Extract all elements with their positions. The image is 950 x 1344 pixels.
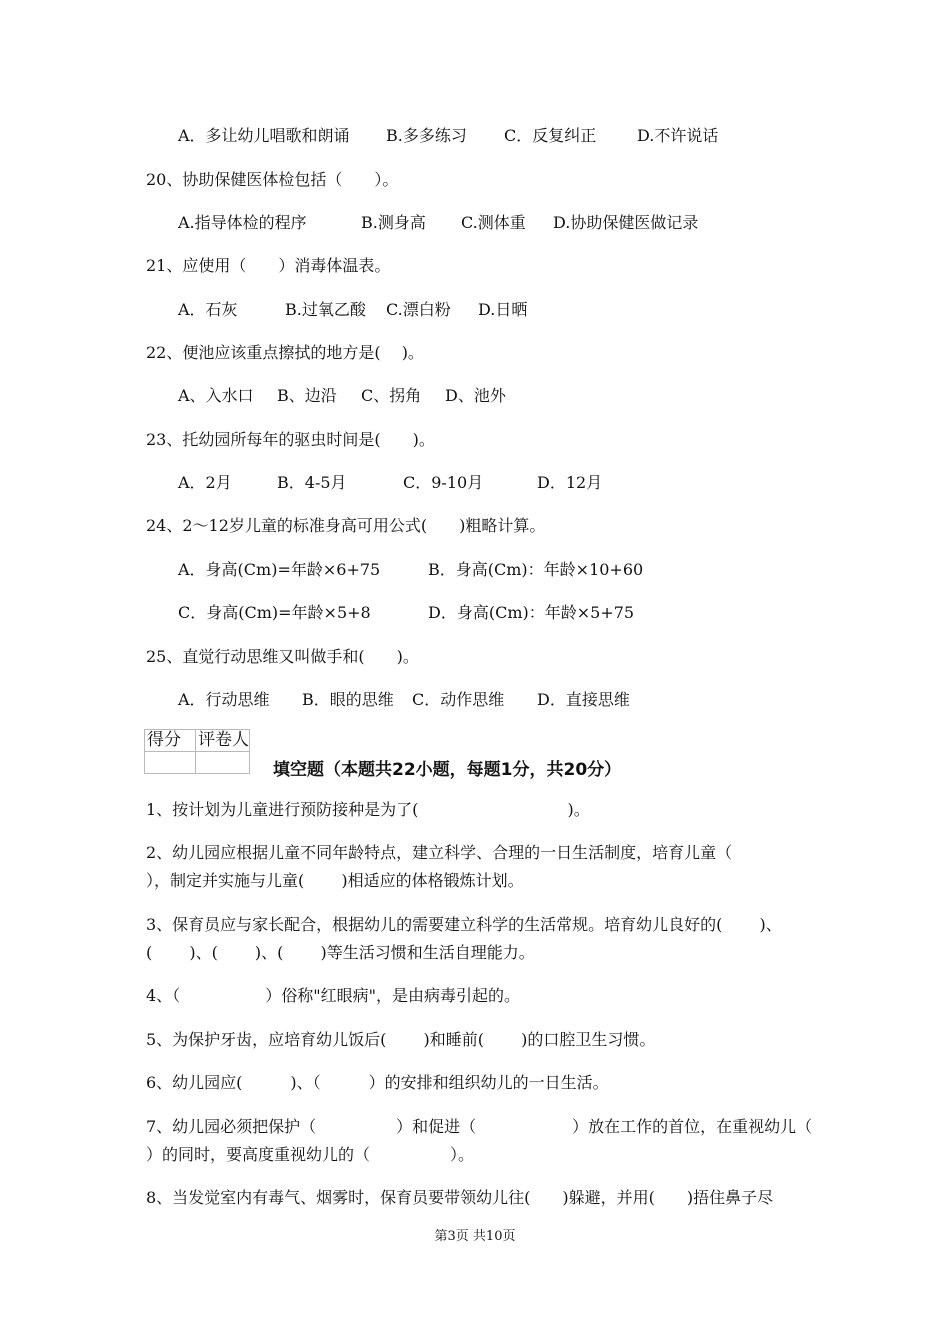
q23-option-d: D．12月 bbox=[537, 473, 603, 492]
fill-q2-line2: ），制定并实施与儿童( )相适应的体格锻炼计划。 bbox=[146, 871, 524, 890]
q25-option-a: A．行动思维 bbox=[178, 690, 270, 709]
reviewer-cell[interactable] bbox=[196, 752, 250, 774]
q25-option-b: B．眼的思维 bbox=[302, 690, 394, 709]
fill-q7-line1: 7、幼儿园必须把保护（ ）和促进（ ）放在工作的首位，在重视幼儿（ bbox=[146, 1117, 813, 1136]
fill-q5: 5、为保护牙齿，应培育幼儿饭后( )和睡前( )的口腔卫生习惯。 bbox=[146, 1030, 656, 1049]
fill-q6: 6、幼儿园应( )、（ ）的安排和组织幼儿的一日生活。 bbox=[146, 1073, 609, 1092]
q24-option-c: C．身高(Cm)=年龄×5+8 bbox=[178, 603, 371, 622]
q21-option-c: C.漂白粉 bbox=[386, 300, 451, 319]
q25-option-c: C．动作思维 bbox=[412, 690, 505, 709]
q25-option-d: D．直接思维 bbox=[537, 690, 630, 709]
fill-q1: 1、按计划为儿童进行预防接种是为了( )。 bbox=[146, 800, 590, 819]
fill-q3-line2: ( )、( )、( )等生活习惯和生活自理能力。 bbox=[146, 943, 535, 962]
q20-option-a: A.指导体检的程序 bbox=[178, 213, 307, 232]
q23-option-c: C．9-10月 bbox=[403, 473, 484, 492]
q20-option-c: C.测体重 bbox=[461, 213, 526, 232]
score-cell[interactable] bbox=[145, 752, 196, 774]
q21-option-d: D.日晒 bbox=[478, 300, 528, 319]
section-title: 填空题（本题共22小题，每题1分，共20分） bbox=[273, 760, 622, 780]
q20-option-d: D.协助保健医做记录 bbox=[553, 213, 699, 232]
q19-option-c: C．反复纠正 bbox=[504, 126, 597, 145]
q25-stem: 25、直觉行动思维又叫做手和( )。 bbox=[146, 647, 419, 666]
q24-option-d: D．身高(Cm)：年龄×5+75 bbox=[428, 603, 635, 622]
fill-q3-line1: 3、保育员应与家长配合，根据幼儿的需要建立科学的生活常规。培育幼儿良好的( )、 bbox=[146, 915, 782, 934]
q22-stem: 22、便池应该重点擦拭的地方是( )。 bbox=[146, 343, 424, 362]
q19-option-b: B.多多练习 bbox=[386, 126, 467, 145]
q21-stem: 21、应使用（ ）消毒体温表。 bbox=[146, 256, 391, 275]
fill-q4: 4、（ ）俗称"红眼病"，是由病毒引起的。 bbox=[146, 986, 520, 1005]
q19-option-d: D.不许说话 bbox=[637, 126, 719, 145]
q22-option-d: D、池外 bbox=[445, 386, 506, 405]
fill-q7-line2: ）的同时，要高度重视幼儿的（ ）。 bbox=[146, 1145, 475, 1164]
grade-table bbox=[144, 729, 250, 774]
q22-option-a: A、入水口 bbox=[178, 386, 254, 405]
q22-option-c: C、拐角 bbox=[361, 386, 422, 405]
page-footer: 第3页 共10页 bbox=[434, 1229, 516, 1244]
fill-q8: 8、当发觉室内有毒气、烟雾时，保育员要带领幼儿往( )躲避，并用( )捂住鼻子尽 bbox=[146, 1188, 774, 1207]
q23-option-b: B．4-5月 bbox=[277, 473, 347, 492]
q19-option-a: A．多让幼儿唱歌和朗诵 bbox=[178, 126, 350, 145]
q21-option-a: A．石灰 bbox=[178, 300, 238, 319]
fill-q2-line1: 2、幼儿园应根据儿童不同年龄特点，建立科学、合理的一日生活制度，培育儿童（ bbox=[146, 843, 733, 862]
q20-option-b: B.测身高 bbox=[361, 213, 426, 232]
reviewer-label: 评卷人 bbox=[196, 730, 250, 752]
q24-option-a: A．身高(Cm)=年龄×6+75 bbox=[178, 560, 381, 579]
q23-stem: 23、托幼园所每年的驱虫时间是( )。 bbox=[146, 430, 435, 449]
q24-stem: 24、2～12岁儿童的标准身高可用公式( )粗略计算。 bbox=[146, 516, 546, 535]
score-label: 得分 bbox=[145, 730, 196, 752]
q24-option-b: B．身高(Cm)：年龄×10+60 bbox=[428, 560, 644, 579]
q22-option-b: B、边沿 bbox=[277, 386, 337, 405]
q21-option-b: B.过氧乙酸 bbox=[285, 300, 366, 319]
q23-option-a: A．2月 bbox=[178, 473, 232, 492]
q20-stem: 20、协助保健医体检包括（ ）。 bbox=[146, 170, 399, 189]
